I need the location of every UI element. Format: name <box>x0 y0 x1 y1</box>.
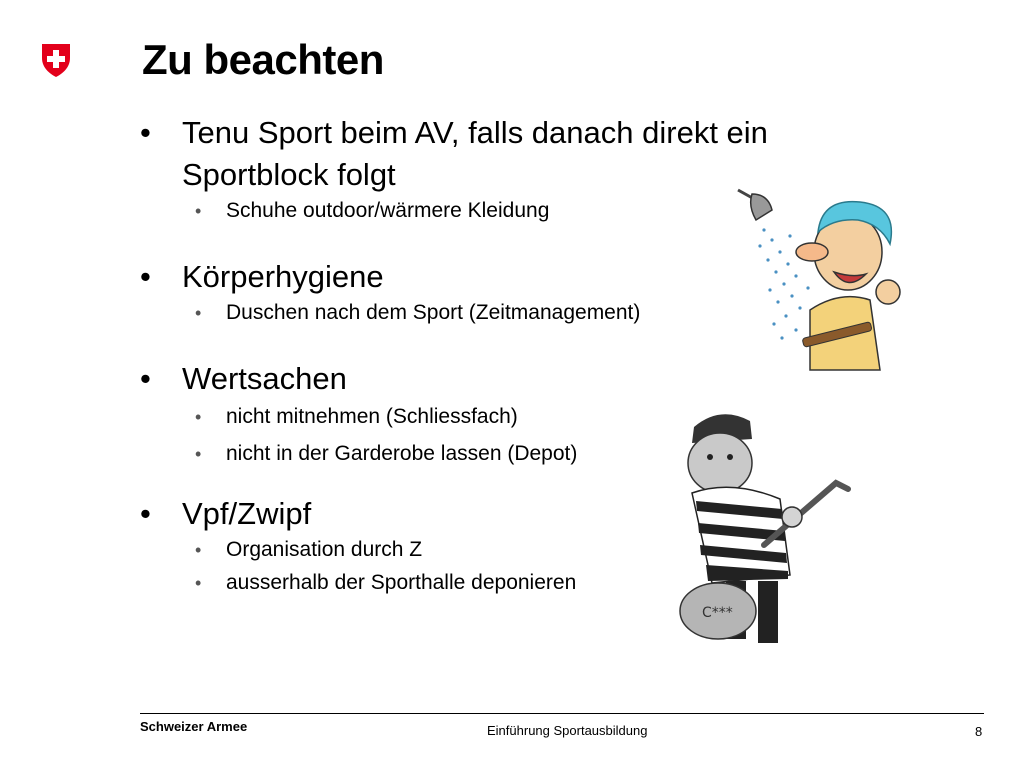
bullet-text: Tenu Sport beim AV, falls danach direkt ein Sportblock folgt <box>182 115 768 192</box>
sub-list-item: • Organisation durch Z <box>195 538 423 561</box>
list-item: • Wertsachen <box>140 361 347 396</box>
footer-divider <box>140 713 984 714</box>
list-item: • Vpf/Zwipf <box>140 496 312 531</box>
swiss-shield-logo <box>40 42 72 78</box>
footer-title: Einführung Sportausbildung <box>487 723 648 738</box>
sub-list-item: • nicht in der Garderobe lassen (Depot) <box>195 442 578 465</box>
sub-bullet-text: Duschen nach dem Sport (Zeitmanagement) <box>226 301 641 324</box>
footer-organization: Schweizer Armee <box>140 719 248 734</box>
thief-illustration <box>672 405 872 653</box>
sub-bullet-text: nicht mitnehmen (Schliessfach) <box>226 405 518 428</box>
bag-label: C*** <box>702 605 733 621</box>
page-number: 8 <box>975 724 983 739</box>
list-item: • Tenu Sport beim AV, falls danach direkt ein Sportblock folgt <box>140 115 768 192</box>
bullet-text: Körperhygiene <box>182 259 384 294</box>
sub-bullet-text: Organisation durch Z <box>226 538 423 561</box>
sub-bullet-text: nicht in der Garderobe lassen (Depot) <box>226 442 578 465</box>
page-title: Zu beachten <box>142 36 384 83</box>
sub-list-item: • Schuhe outdoor/wärmere Kleidung <box>195 199 550 222</box>
sub-bullet-text: Schuhe outdoor/wärmere Kleidung <box>226 199 550 222</box>
sub-list-item: • nicht mitnehmen (Schliessfach) <box>195 405 518 428</box>
bullet-text: Wertsachen <box>182 361 347 396</box>
list-item: • Körperhygiene <box>140 259 384 294</box>
sub-bullet-text: ausserhalb der Sporthalle deponieren <box>226 571 577 594</box>
sub-list-item: • ausserhalb der Sporthalle deponieren <box>195 571 577 594</box>
bullet-text: Vpf/Zwipf <box>182 496 312 531</box>
shower-man-illustration <box>730 180 910 380</box>
sub-list-item: • Duschen nach dem Sport (Zeitmanagement) <box>195 301 641 324</box>
